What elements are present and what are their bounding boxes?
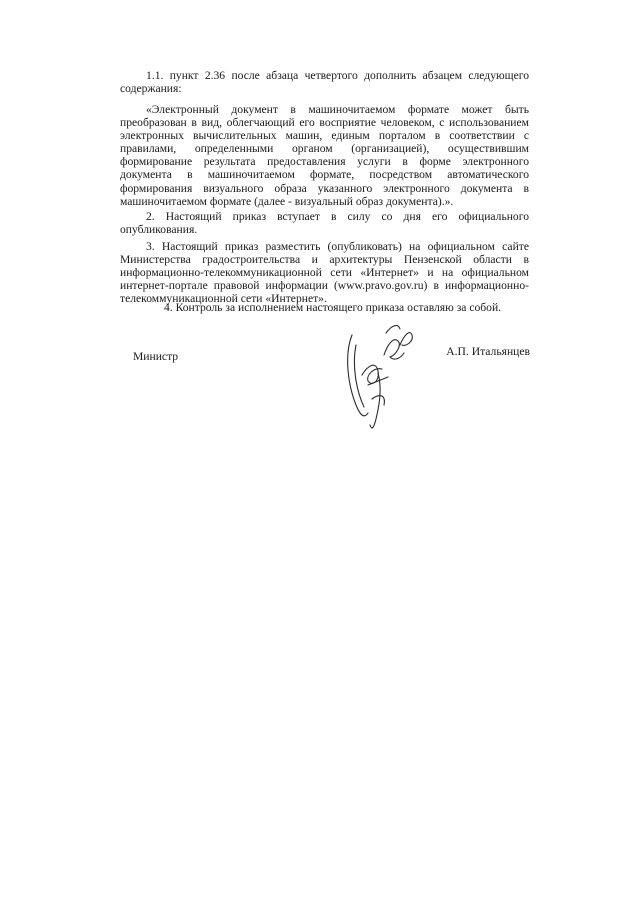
quoted-paragraph: «Электронный документ в машиночитаемом формате может быть преобразован в вид, облегчающий его восприятие человеком, с использованием электронных вычислительных машин, единым порталом в соответствии с правилами, определенными органом (организацией), осуществившим формирование результата предоставления услуги в форме электронного документа в машиночитаемом формате, посредством автоматического формирования визуального образа указанного электронного документа в машиночитаемом формате (далее - визуальный образ документа).».: [120, 103, 529, 208]
paragraph-4: 4. Контроль за исполнением настоящего приказа оставляю за собой.: [164, 301, 502, 314]
signatory-title: Министр: [133, 350, 179, 363]
paragraph-1-1: 1.1. пункт 2.36 после абзаца четвертого дополнить абзацем следующего содержания:: [120, 69, 529, 96]
signatory-name: А.П. Итальянцев: [446, 345, 530, 358]
paragraph-3: 3. Настоящий приказ разместить (опубликовать) на официальном сайте Министерства градостроительства и архитектуры Пензенской области в информационно-телекоммуникационной сети «Интернет» и на официальном интернет-портале правовой информации (www.pravo.gov.ru) в информационно-телекоммуникационной сети «Интернет».: [120, 240, 529, 306]
signature-block: [120, 345, 530, 435]
handwritten-signature: [342, 315, 422, 435]
paragraph-2: 2. Настоящий приказ вступает в силу со дня его официального опубликования.: [120, 210, 529, 237]
